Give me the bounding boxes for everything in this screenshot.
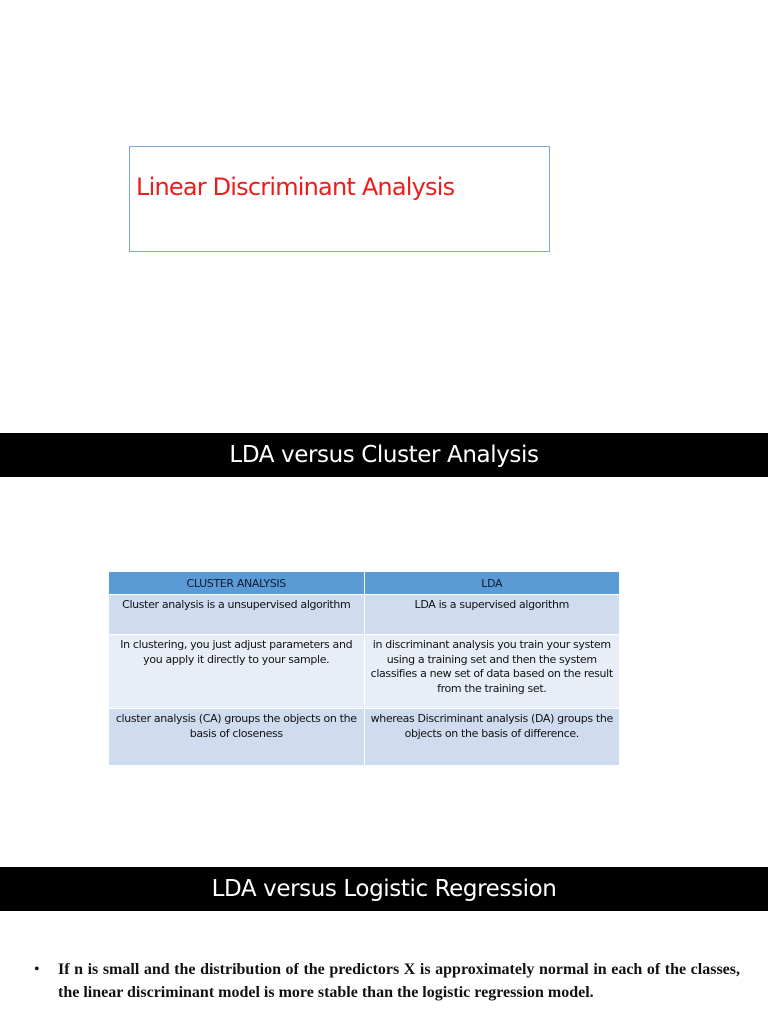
bullet-text: If n is small and the distribution of the predictors X is approximately normal in each of the classes, the linear discriminant model is more stable than the logistic regression model. [58, 961, 740, 1001]
bullet-item [34, 958, 740, 1004]
slide-title: Linear Discriminant Analysis [136, 173, 455, 201]
table-row [109, 595, 620, 635]
title-box [129, 146, 550, 252]
section-heading-cluster: LDA versus Cluster Analysis [0, 433, 768, 477]
column-header: CLUSTER ANALYSIS [109, 572, 365, 595]
section-heading-logistic: LDA versus Logistic Regression [0, 867, 768, 911]
table-cell: in discriminant analysis you train your system using a training set and then the system classifies a new set of data based on the result from the training set. [364, 635, 620, 709]
comparison-table [108, 571, 620, 766]
table-cell: cluster analysis (CA) groups the objects on the basis of closeness [109, 709, 365, 766]
column-header: LDA [364, 572, 620, 595]
table-row [109, 709, 620, 766]
table-cell: In clustering, you just adjust parameters and you apply it directly to your sample. [109, 635, 365, 709]
table-cell: Cluster analysis is a unsupervised algorithm [109, 595, 365, 635]
table-cell: LDA is a supervised algorithm [364, 595, 620, 635]
table-row [109, 635, 620, 709]
table-cell: whereas Discriminant analysis (DA) groups the objects on the basis of difference. [364, 709, 620, 766]
table-header-row [109, 572, 620, 595]
bullet-icon: • [34, 961, 40, 978]
